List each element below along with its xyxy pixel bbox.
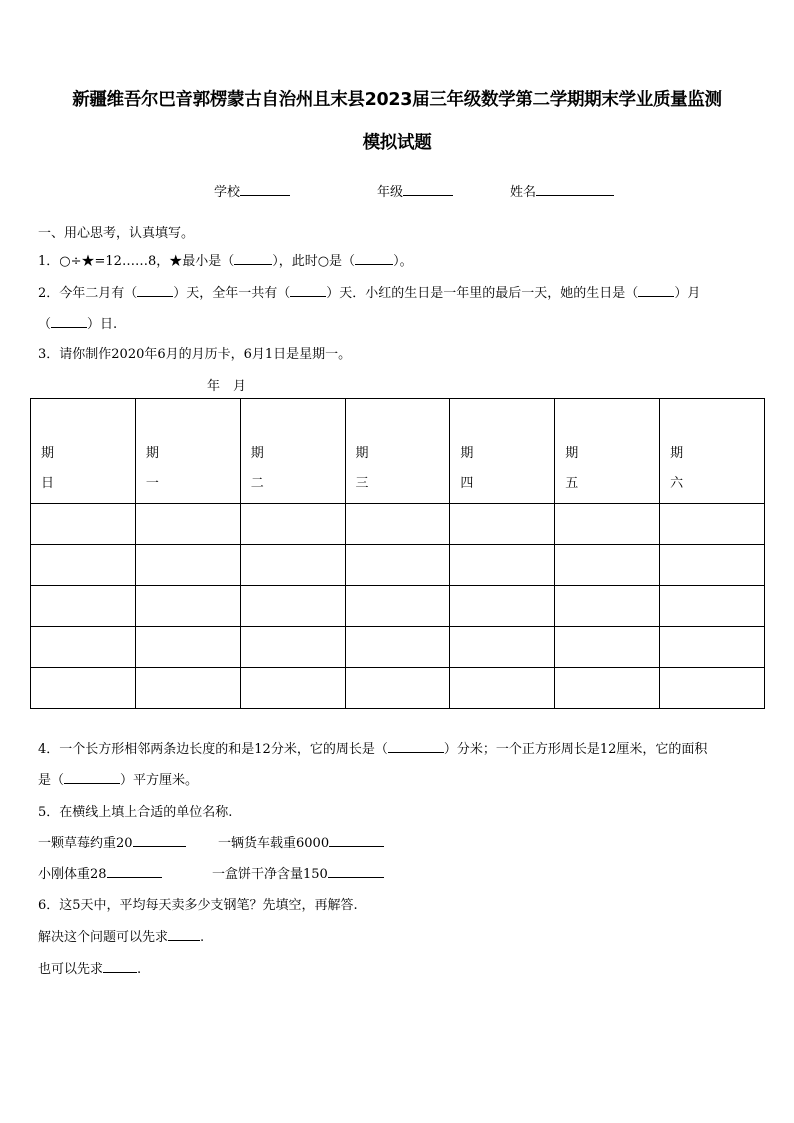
q5-blank-3[interactable] (107, 865, 162, 878)
weekday-bottom: 六 (670, 476, 684, 491)
q4-text-a: 4．一个长方形相邻两条边长度的和是12分米，它的周长是（ (38, 742, 388, 757)
calendar-cell[interactable] (555, 586, 660, 627)
q1-blank-2[interactable] (355, 252, 393, 265)
calendar-cell[interactable] (31, 668, 136, 709)
calendar-cell[interactable] (555, 545, 660, 586)
weekday-top: 期 (460, 446, 474, 461)
calendar-cell[interactable] (450, 668, 555, 709)
question-4-cont (38, 769, 198, 788)
weekday-header-wednesday (345, 399, 450, 504)
calendar-cell[interactable] (31, 586, 136, 627)
weekday-top: 期 (565, 446, 579, 461)
calendar-cell[interactable] (135, 504, 240, 545)
weekday-top: 期 (41, 446, 55, 461)
calendar-cell[interactable] (345, 586, 450, 627)
q4-text-d: ）平方厘米。 (120, 773, 199, 788)
q1-mid: ），此时○是（ (272, 254, 356, 269)
school-label: 学校 (214, 185, 241, 200)
grade-blank[interactable] (403, 183, 453, 196)
q1-suffix: ）。 (393, 254, 413, 269)
q2-text-a: 2．今年二月有（ (38, 286, 138, 301)
q6-line-1-text: 解决这个问题可以先求 (38, 930, 169, 945)
calendar-cell[interactable] (135, 586, 240, 627)
q2-blank-1[interactable] (137, 284, 173, 297)
question-2-cont (38, 313, 117, 332)
calendar-cell[interactable] (135, 627, 240, 668)
question-5: 5．在横线上填上合适的单位名称. (38, 805, 233, 820)
q2-text-c: ）天．小红的生日是一年里的最后一天，她的生日是（ (326, 286, 639, 301)
calendar-cell[interactable] (450, 545, 555, 586)
calendar-cell[interactable] (135, 668, 240, 709)
q6-blank-2[interactable] (103, 960, 137, 973)
q5-item-text: 一盒饼干净含量150 (212, 867, 328, 882)
calendar-cell[interactable] (555, 668, 660, 709)
name-label: 姓名 (510, 185, 537, 200)
calendar-heading: 年 月 (207, 379, 247, 394)
document-title-line-2: 模拟试题 (362, 133, 432, 153)
calendar-cell[interactable] (660, 668, 765, 709)
calendar-week-row (31, 545, 765, 586)
question-2 (38, 282, 700, 301)
q6-line-2 (38, 958, 141, 977)
weekday-bottom: 一 (145, 476, 159, 491)
q2-blank-3[interactable] (638, 284, 674, 297)
weekday-bottom: 日 (41, 476, 55, 491)
question-3: 3．请你制作2020年6月的月历卡，6月1日是星期一。 (38, 347, 352, 362)
q5-item-text: 一辆货车载重6000 (218, 836, 330, 851)
weekday-header-friday (555, 399, 660, 504)
weekday-header-thursday (450, 399, 555, 504)
weekday-bottom: 五 (565, 476, 579, 491)
q5-item-1 (38, 832, 186, 851)
q6-blank-1[interactable] (168, 928, 200, 941)
calendar-cell[interactable] (31, 504, 136, 545)
calendar-cell[interactable] (450, 504, 555, 545)
q1-blank-1[interactable] (234, 252, 272, 265)
calendar-cell[interactable] (240, 668, 345, 709)
q5-item-text: 一颗草莓约重20 (38, 836, 133, 851)
q5-item-4 (212, 863, 384, 882)
q1-prefix: 1．○÷★=12……8，★最小是（ (38, 254, 235, 269)
weekday-header-sunday (31, 399, 136, 504)
calendar-cell[interactable] (135, 545, 240, 586)
weekday-header-tuesday (240, 399, 345, 504)
q2-text-e: （ (38, 317, 52, 332)
section-heading: 一、用心思考，认真填写。 (38, 226, 195, 241)
calendar-week-row (31, 504, 765, 545)
q5-item-3 (38, 863, 162, 882)
grade-label: 年级 (377, 185, 404, 200)
q6-period-1: . (200, 930, 205, 945)
weekday-top: 期 (670, 446, 684, 461)
name-blank[interactable] (536, 183, 614, 196)
q2-blank-2[interactable] (290, 284, 326, 297)
q5-item-text: 小刚体重28 (38, 867, 107, 882)
weekday-bottom: 三 (355, 476, 369, 491)
weekday-top: 期 (250, 446, 264, 461)
q4-text-b: ）分米；一个正方形周长是12厘米，它的面积 (443, 742, 708, 757)
name-field[interactable] (510, 181, 614, 200)
weekday-header-saturday (660, 399, 765, 504)
q4-text-c: 是（ (38, 773, 65, 788)
weekday-top: 期 (355, 446, 369, 461)
q4-blank-2[interactable] (64, 771, 120, 784)
calendar-cell[interactable] (555, 627, 660, 668)
calendar-header-row (31, 399, 765, 504)
q2-text-b: ）天，全年一共有（ (173, 286, 291, 301)
calendar-cell[interactable] (345, 545, 450, 586)
q6-period-2: . (137, 962, 142, 977)
calendar-cell[interactable] (450, 586, 555, 627)
q5-blank-2[interactable] (329, 834, 384, 847)
calendar-cell[interactable] (555, 504, 660, 545)
calendar-cell[interactable] (345, 668, 450, 709)
calendar-cell[interactable] (240, 586, 345, 627)
calendar-cell[interactable] (31, 545, 136, 586)
calendar-cell[interactable] (450, 627, 555, 668)
q2-text-d: ）月 (674, 286, 701, 301)
weekday-bottom: 四 (460, 476, 474, 491)
calendar-week-row (31, 586, 765, 627)
question-6: 6．这5天中，平均每天卖多少支钢笔？先填空，再解答. (38, 898, 358, 913)
calendar-cell[interactable] (660, 586, 765, 627)
question-1 (38, 250, 413, 269)
calendar-cell[interactable] (240, 504, 345, 545)
grade-field[interactable] (377, 181, 453, 200)
question-4 (38, 738, 707, 757)
weekday-top: 期 (145, 446, 159, 461)
school-blank[interactable] (240, 183, 290, 196)
q5-item-2 (218, 832, 384, 851)
q6-line-1 (38, 926, 204, 945)
q5-blank-4[interactable] (328, 865, 384, 878)
calendar-cell[interactable] (660, 504, 765, 545)
q4-blank-1[interactable] (388, 740, 444, 753)
q5-blank-1[interactable] (133, 834, 186, 847)
calendar-cell[interactable] (31, 627, 136, 668)
calendar-cell[interactable] (660, 545, 765, 586)
q2-blank-4[interactable] (51, 315, 87, 328)
school-field[interactable] (214, 181, 290, 200)
calendar-cell[interactable] (660, 627, 765, 668)
q2-text-f: ）日. (87, 317, 118, 332)
calendar-cell[interactable] (345, 627, 450, 668)
q6-line-2-text: 也可以先求 (38, 962, 104, 977)
calendar-cell[interactable] (345, 504, 450, 545)
calendar-cell[interactable] (240, 627, 345, 668)
calendar-table (30, 398, 765, 709)
weekday-bottom: 二 (250, 476, 264, 491)
weekday-header-monday (135, 399, 240, 504)
document-title-line-1: 新疆维吾尔巴音郭楞蒙古自治州且末县2023届三年级数学第二学期期末学业质量监测 (72, 90, 722, 110)
calendar-cell[interactable] (240, 545, 345, 586)
calendar-week-row (31, 627, 765, 668)
calendar-week-row (31, 668, 765, 709)
